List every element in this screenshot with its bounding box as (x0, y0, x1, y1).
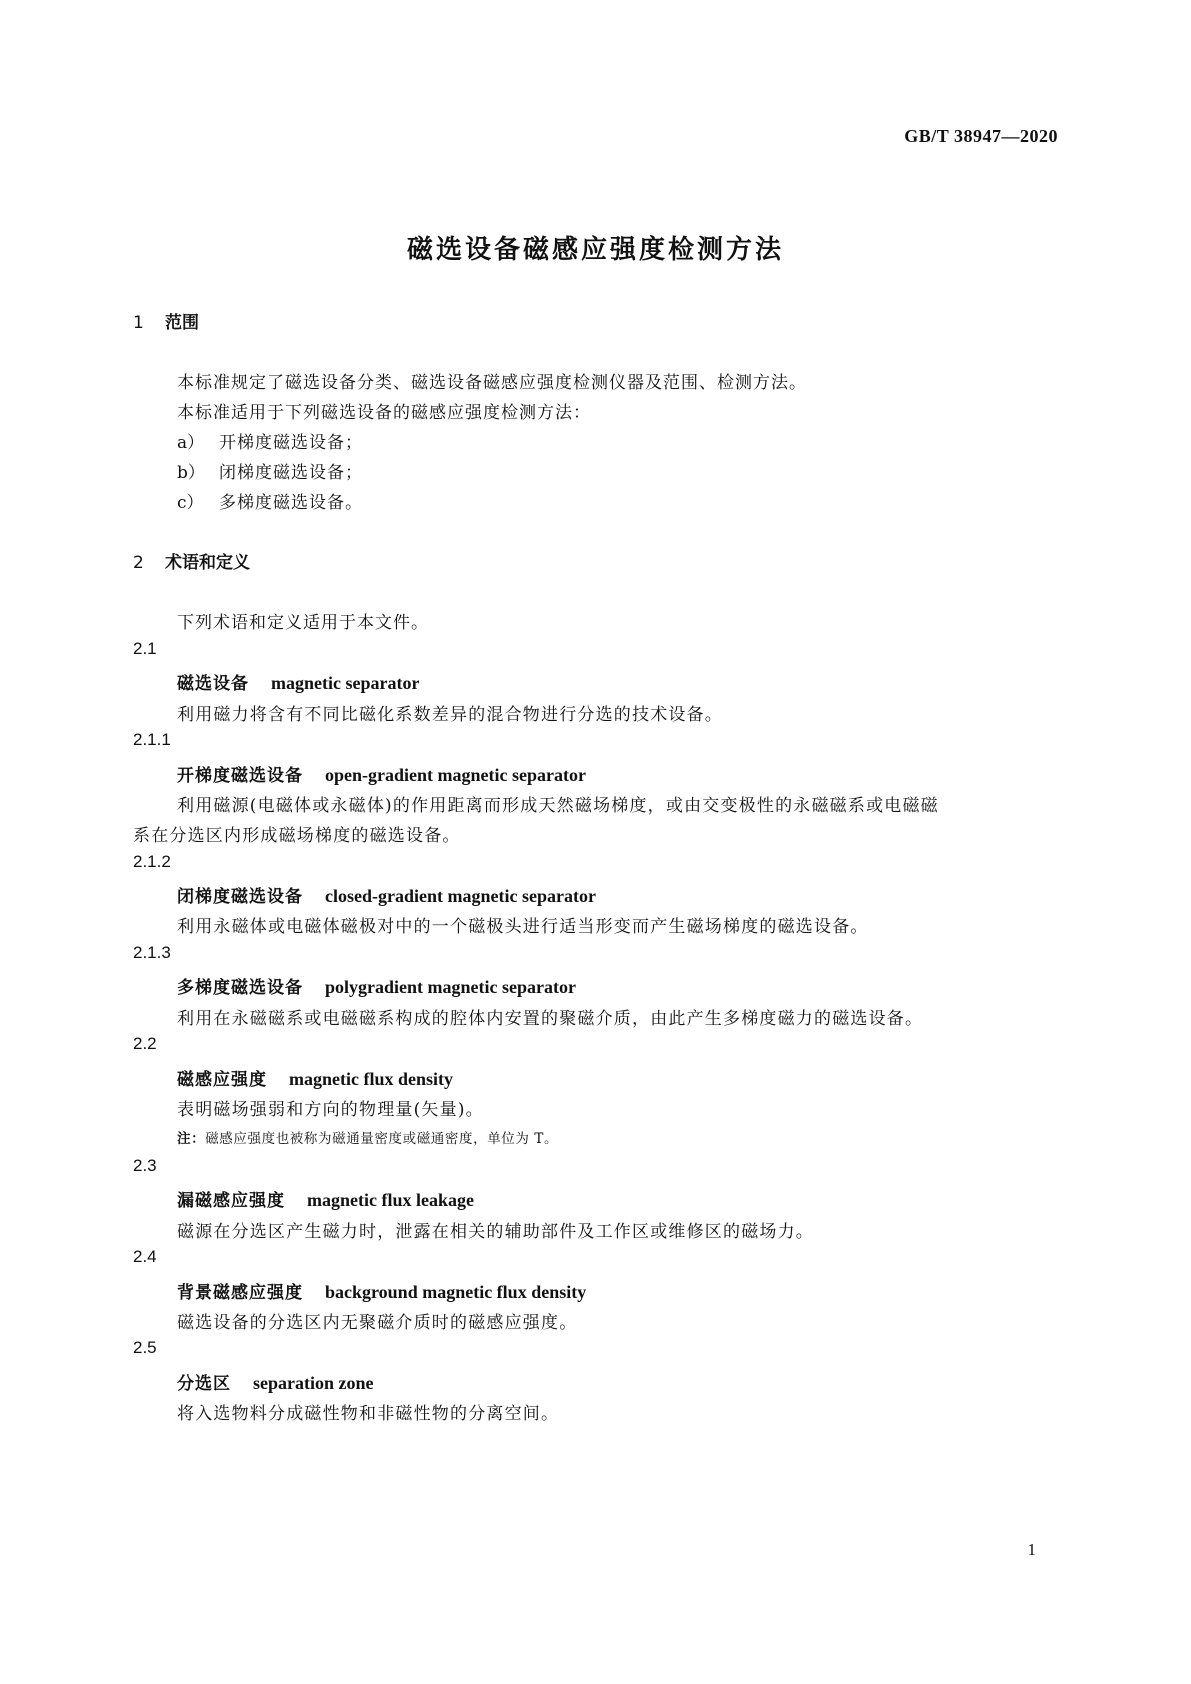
list-text: 开梯度磁选设备； (219, 433, 363, 453)
term-number: 2.1 (133, 639, 157, 658)
page-number: 1 (1027, 1540, 1036, 1559)
list-marker: b） (177, 463, 205, 483)
term-number: 2.4 (133, 1247, 157, 1266)
list-marker: a） (177, 433, 205, 453)
list-marker: c） (177, 493, 204, 513)
section-title: 术语和定义 (165, 553, 250, 573)
section-2-heading (133, 548, 250, 573)
term-en: magnetic flux density (289, 1069, 453, 1089)
list-item (177, 488, 363, 513)
term-zh: 闭梯度磁选设备 (177, 887, 303, 907)
document-title: 磁选设备磁感应强度检测方法 (406, 235, 784, 265)
term-en: open-gradient magnetic separator (325, 765, 586, 785)
term-zh: 多梯度磁选设备 (177, 978, 303, 998)
term-zh: 开梯度磁选设备 (177, 766, 303, 786)
term-en: polygradient magnetic separator (325, 977, 576, 997)
list-item (177, 428, 363, 453)
term-zh: 分选区 (177, 1374, 231, 1394)
term-heading (177, 1369, 374, 1394)
term-heading (177, 973, 576, 998)
term-definition: 磁源在分选区产生磁力时，泄露在相关的辅助部件及工作区或维修区的磁场力。 (177, 1222, 814, 1242)
term-heading (177, 1186, 474, 1211)
term-number: 2.5 (133, 1338, 157, 1357)
term-zh: 磁选设备 (177, 674, 249, 694)
list-item (177, 458, 363, 483)
term-zh: 漏磁感应强度 (177, 1191, 285, 1211)
term-note (177, 1127, 558, 1147)
term-number: 2.1.2 (133, 852, 171, 871)
term-definition: 利用磁源(电磁体或永磁体)的作用距离而形成天然磁场梯度，或由交变极性的永磁磁系或电磁磁 (177, 796, 939, 816)
scope-paragraph: 本标准适用于下列磁选设备的磁感应强度检测方法： (177, 403, 591, 423)
list-text: 多梯度磁选设备。 (219, 493, 363, 513)
term-definition: 磁选设备的分选区内无聚磁介质时的磁感应强度。 (177, 1313, 578, 1333)
standard-code: GB/T 38947—2020 (904, 126, 1058, 146)
note-text: 磁感应强度也被称为磁通量密度或磁通密度，单位为 T。 (205, 1131, 559, 1147)
term-definition: 表明磁场强弱和方向的物理量(矢量)。 (177, 1100, 484, 1120)
term-number: 2.1.1 (133, 730, 171, 749)
term-en: background magnetic flux density (325, 1282, 587, 1302)
note-label: 注： (177, 1131, 206, 1147)
term-definition: 利用在永磁磁系或电磁磁系构成的腔体内安置的聚磁介质，由此产生多梯度磁力的磁选设备。 (177, 1009, 924, 1029)
term-heading (177, 1278, 586, 1303)
term-heading (177, 761, 586, 786)
section-1-heading (133, 308, 199, 333)
term-definition: 利用磁力将含有不同比磁化系数差异的混合物进行分选的技术设备。 (177, 705, 723, 725)
term-definition: 利用永磁体或电磁体磁极对中的一个磁极头进行适当形变而产生磁场梯度的磁选设备。 (177, 917, 869, 937)
term-heading (177, 1065, 453, 1090)
term-definition-continued: 系在分选区内形成磁场梯度的磁选设备。 (133, 826, 461, 846)
term-heading (177, 882, 596, 907)
term-en: magnetic separator (271, 673, 420, 693)
section-number: 2 (133, 553, 144, 573)
term-en: separation zone (253, 1373, 374, 1393)
term-number: 2.2 (133, 1034, 157, 1053)
term-number: 2.1.3 (133, 943, 171, 962)
term-en: magnetic flux leakage (307, 1190, 474, 1210)
scope-paragraph: 本标准规定了磁选设备分类、磁选设备磁感应强度检测仪器及范围、检测方法。 (177, 373, 807, 393)
term-number: 2.3 (133, 1156, 157, 1175)
section-number: 1 (133, 313, 144, 333)
term-en: closed-gradient magnetic separator (325, 886, 596, 906)
term-zh: 背景磁感应强度 (177, 1283, 303, 1303)
list-text: 闭梯度磁选设备； (219, 463, 363, 483)
terms-intro: 下列术语和定义适用于本文件。 (177, 613, 429, 633)
term-definition: 将入选物料分成磁性物和非磁性物的分离空间。 (177, 1404, 560, 1424)
term-zh: 磁感应强度 (177, 1070, 267, 1090)
term-heading (177, 669, 419, 694)
section-title: 范围 (165, 313, 199, 333)
